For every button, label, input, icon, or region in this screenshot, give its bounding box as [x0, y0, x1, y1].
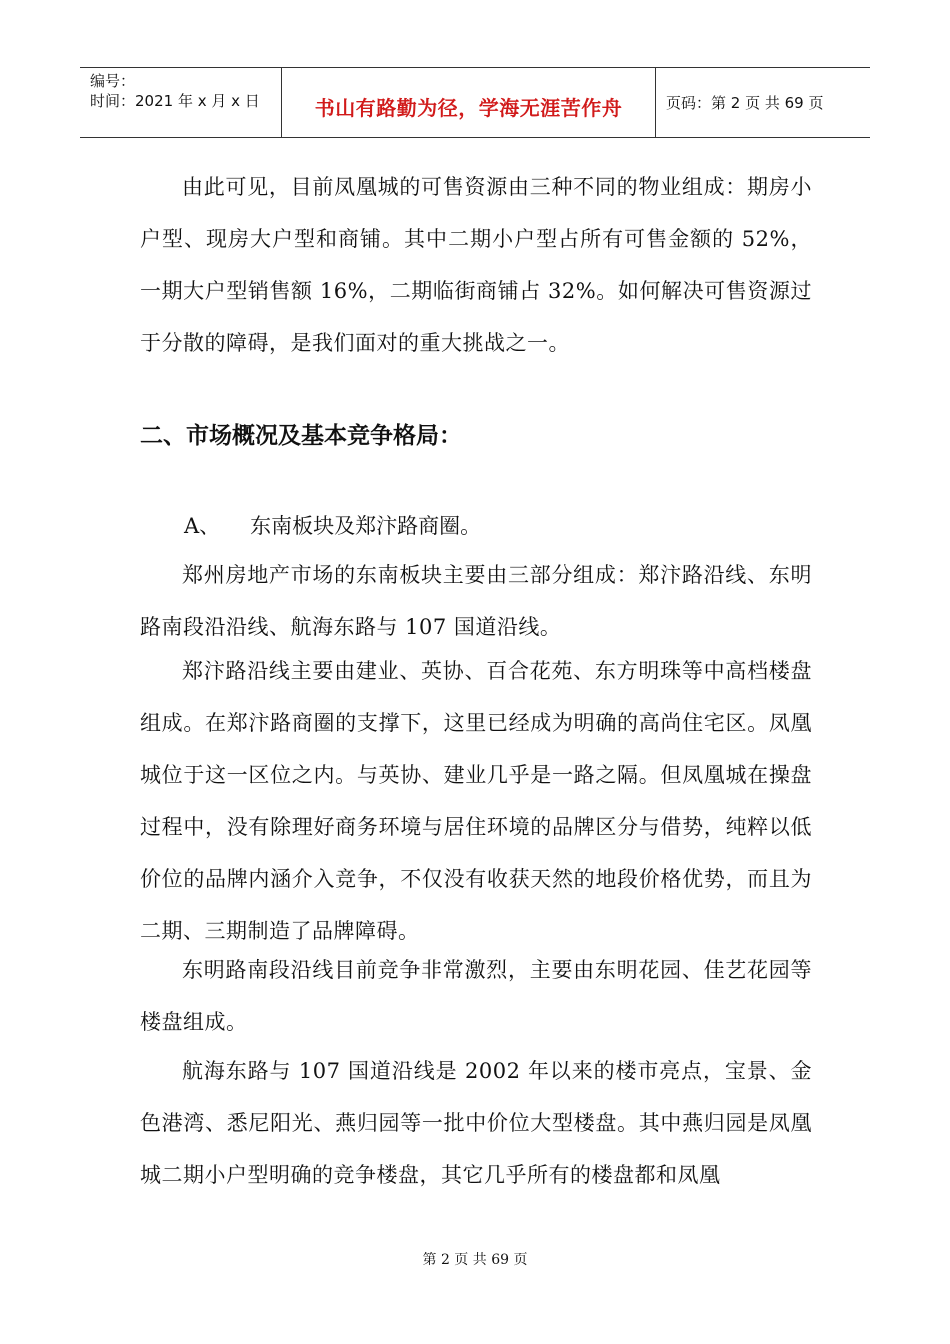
paragraph-hanghai-road: 航海东路与 107 国道沿线是 2002 年以来的楼市亮点，宝景、金色港湾、悉尼阳光、燕归园等一批中价位大型楼盘。其中燕归园是凤凰城二期小户型明确的竞争楼盘，其它几乎所有的楼盘都和凤凰 [140, 1059, 812, 1187]
section-heading-market-overview: 二、市场概况及基本竞争格局： [140, 423, 462, 449]
page-header [80, 67, 870, 138]
paragraph-dongming-road: 东明路南段沿线目前竞争非常激烈，主要由东明花园、佳艺花园等楼盘组成。 [140, 958, 812, 1034]
document-date: 时间：2021 年 x 月 x 日 [90, 92, 260, 110]
header-info-cell [80, 68, 281, 137]
document-number-label: 编号： [90, 72, 136, 90]
subsection-label: A、 [184, 514, 221, 538]
subsection-heading-a [184, 510, 481, 540]
paragraph-available-resources: 由此可见，目前凤凰城的可售资源由三种不同的物业组成：期房小户型、现房大户型和商铺。其中二期小户型占所有可售金额的 52%，一期大户型销售额 16%，二期临街商铺占 32%。如何解决可售资源过于分散的障碍，是我们面对的重大挑战之一。 [140, 175, 812, 355]
paragraph-zhengbian-road: 郑汴路沿线主要由建业、英协、百合花苑、东方明珠等中高档楼盘组成。在郑汴路商圈的支撑下，这里已经成为明确的高尚住宅区。凤凰城位于这一区位之内。与英协、建业几乎是一路之隔。但凤凰城在操盘过程中，没有除理好商务环境与居住环境的品牌区分与借势，纯粹以低价位的品牌内涵介入竞争，不仅没有收获天然的地段价格优势，而且为二期、三期制造了品牌障碍。 [140, 659, 812, 943]
header-page-code: 页码：第 2 页 共 69 页 [666, 94, 824, 112]
page-footer: 第 2 页 共 69 页 [422, 1252, 528, 1268]
header-page-cell [656, 68, 870, 137]
subsection-title: 东南板块及郑汴路商圈。 [250, 514, 482, 538]
header-motto-cell [281, 68, 656, 137]
header-motto: 书山有路勤为径，学海无涯苦作舟 [314, 96, 623, 120]
paragraph-southeast-block: 郑州房地产市场的东南板块主要由三部分组成：郑汴路沿线、东明路南段沿沿线、航海东路与 107 国道沿线。 [140, 563, 812, 639]
